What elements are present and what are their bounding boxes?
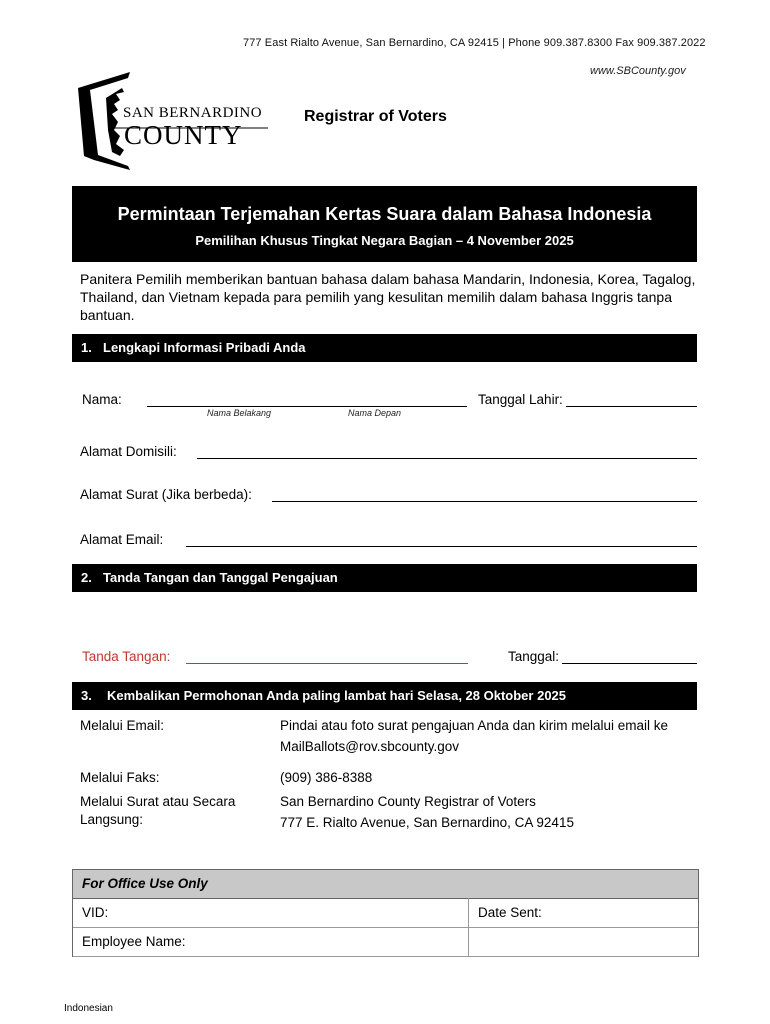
section-1-number: 1.: [81, 340, 92, 355]
last-name-hint: Nama Belakang: [207, 408, 272, 418]
residence-label: Alamat Domisili:: [80, 444, 177, 459]
office-use-header: For Office Use Only: [73, 870, 698, 899]
signature-label: Tanda Tangan:: [82, 649, 171, 664]
office-row-vid: [73, 899, 698, 928]
email-label: Alamat Email:: [80, 532, 164, 547]
fax-number: (909) 386-8388: [280, 770, 373, 785]
section-2-number: 2.: [81, 570, 92, 585]
section-1-title: Lengkapi Informasi Pribadi Anda: [103, 340, 306, 355]
date-sent-label: Date Sent:: [478, 905, 542, 920]
department-name: Registrar of Voters: [304, 108, 447, 125]
email-method-label: Melalui Email:: [80, 718, 165, 733]
office-divider: [468, 898, 469, 956]
mail-method-label-2: Langsung:: [80, 812, 144, 827]
signature-field[interactable]: [186, 663, 468, 664]
name-field[interactable]: [147, 406, 467, 407]
section-3-title: Kembalikan Permohonan Anda paling lambat hari Selasa, 28 Oktober 2025: [107, 688, 567, 703]
section-3-number: 3.: [81, 688, 92, 703]
intro-paragraph: Panitera Pemilih memberikan bantuan bahasa dalam bahasa Mandarin, Indonesia, Korea, Tagalog, Thailand, dan Vietnam kepada para pemilih yang kesulitan memilih dalam bahasa Inggris tanpa bantuan.: [80, 271, 696, 323]
sign-date-label: Tanggal:: [508, 649, 560, 664]
logo-text-bottom: COUNTY: [124, 120, 243, 150]
office-row-employee: [73, 928, 698, 957]
dob-label: Tanggal Lahir:: [478, 392, 563, 407]
county-logo: [70, 70, 270, 170]
section-2-title: Tanda Tangan dan Tanggal Pengajuan: [103, 570, 338, 585]
title-block: [72, 186, 697, 262]
logo-text-top: SAN BERNARDINO: [123, 105, 263, 121]
email-method-desc: Pindai atau foto surat pengajuan Anda dan kirim melalui email ke: [280, 718, 668, 733]
fax-method-label: Melalui Faks:: [80, 770, 160, 785]
name-label: Nama:: [82, 392, 122, 407]
first-name-hint: Nama Depan: [348, 408, 402, 418]
mailing-label: Alamat Surat (Jika berbeda):: [80, 487, 252, 502]
website-link[interactable]: www.SBCounty.gov: [590, 65, 686, 77]
mail-method-label-1: Melalui Surat atau Secara: [80, 794, 236, 809]
sign-date-field[interactable]: [562, 663, 697, 664]
form-subtitle: Pemilihan Khusus Tingkat Negara Bagian – 4 November 2025: [195, 233, 574, 248]
office-use-box: [72, 869, 699, 957]
residence-field[interactable]: [197, 458, 697, 459]
section-3-header: [72, 682, 697, 710]
employee-label: Employee Name:: [82, 934, 186, 949]
section-2-header: [72, 564, 697, 592]
dob-field[interactable]: [566, 406, 697, 407]
mail-address: 777 E. Rialto Avenue, San Bernardino, CA 92415: [280, 815, 574, 830]
mail-recipient: San Bernardino County Registrar of Voters: [280, 794, 536, 809]
form-title: Permintaan Terjemahan Kertas Suara dalam Bahasa Indonesia: [117, 204, 652, 224]
section-1-header: [72, 334, 697, 362]
return-email-address[interactable]: MailBallots@rov.sbcounty.gov: [280, 739, 460, 754]
mailing-field[interactable]: [272, 501, 697, 502]
header-address: 777 East Rialto Avenue, San Bernardino, CA 92415 | Phone 909.387.8300 Fax 909.387.2022: [243, 37, 706, 49]
vid-label: VID:: [82, 905, 109, 920]
footer-language: Indonesian: [64, 1003, 113, 1014]
email-field[interactable]: [186, 546, 697, 547]
